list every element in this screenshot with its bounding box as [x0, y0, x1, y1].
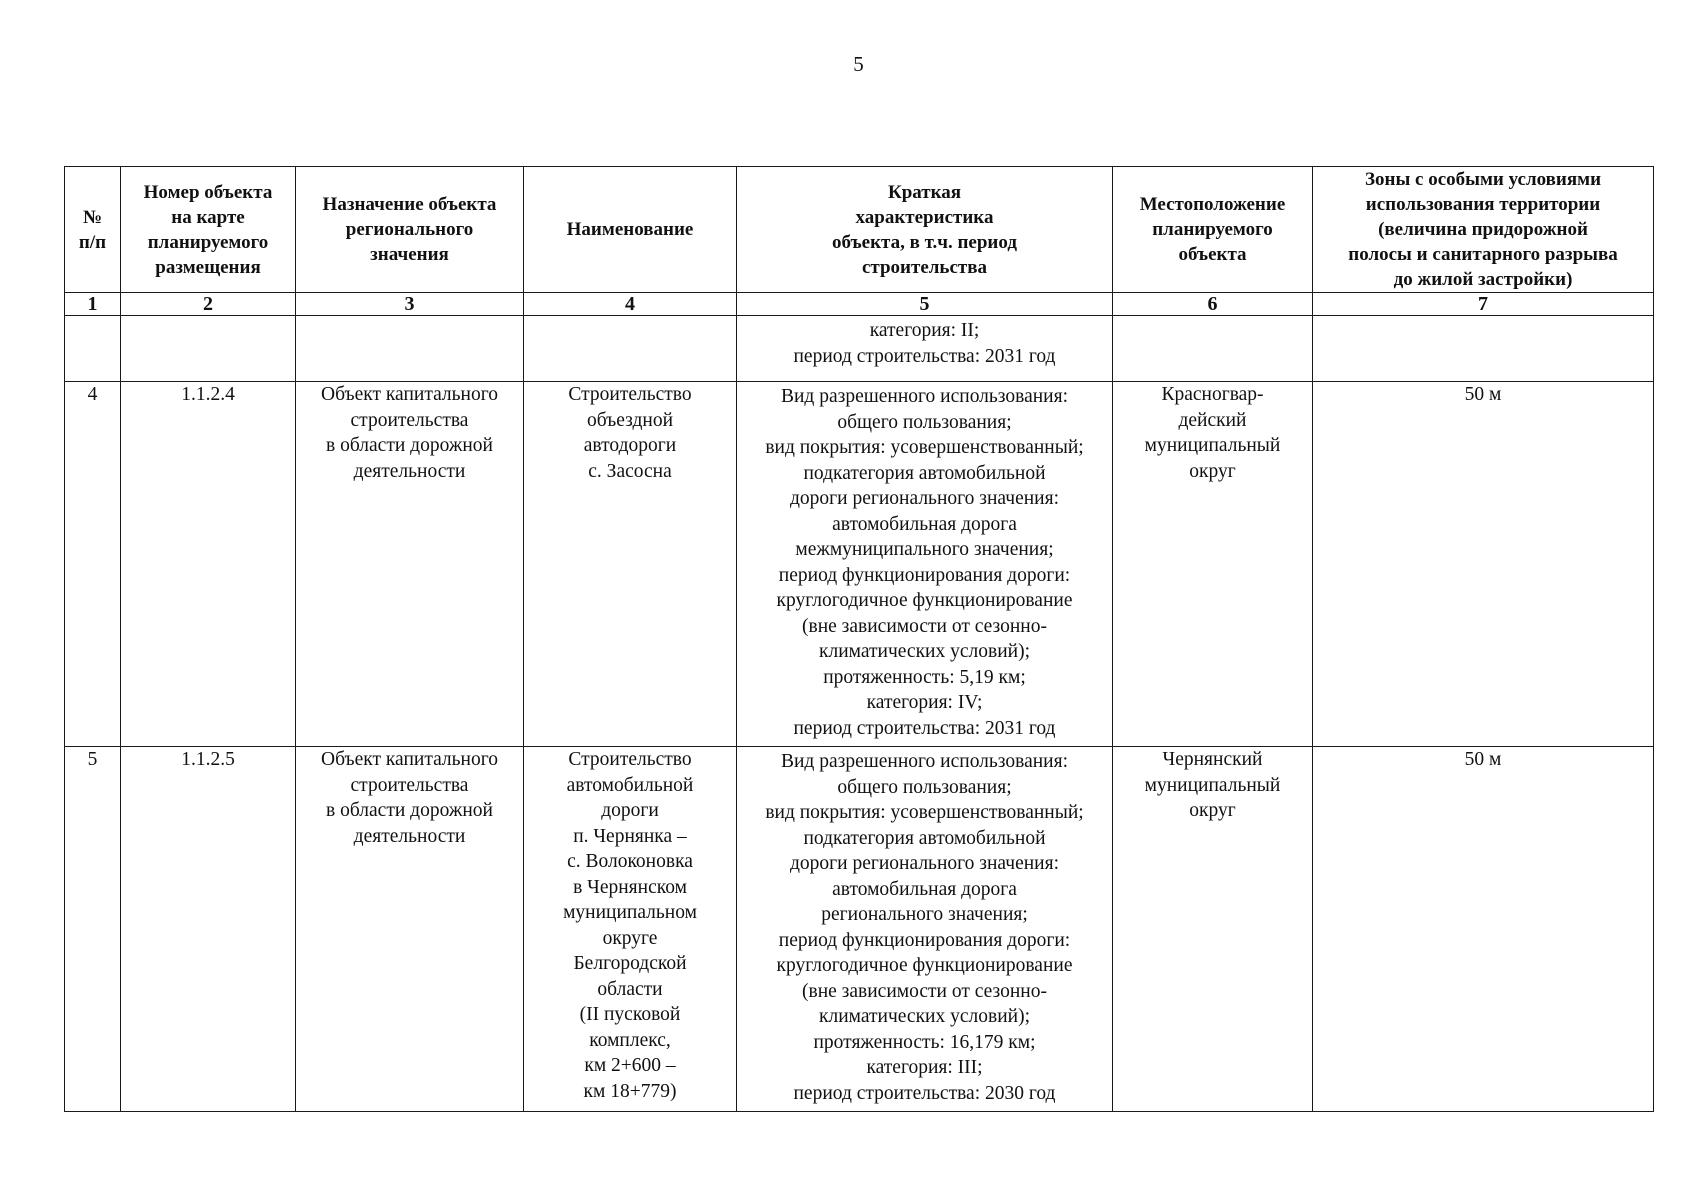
column-number: 6	[1113, 293, 1313, 316]
cell-num: 5	[65, 747, 121, 1112]
table-row	[65, 382, 1654, 747]
header-map-number: Номер объекта на карте планируемого размещения	[121, 167, 296, 293]
cell-name	[524, 316, 737, 382]
cell-purpose	[296, 316, 524, 382]
cell-name: Строительство автомобильной дороги п. Чернянка – с. Волоконовка в Чернянском муниципальном округе Белгородской области (II пусковой комплекс, км 2+600 – км 18+779)	[524, 747, 737, 1112]
cell-num	[65, 316, 121, 382]
table-header-row	[65, 167, 1654, 293]
column-number: 1	[65, 293, 121, 316]
cell-purpose: Объект капитального строительства в области дорожной деятельности	[296, 382, 524, 747]
table-row	[65, 316, 1654, 382]
column-number: 4	[524, 293, 737, 316]
cell-map-number: 1.1.2.5	[121, 747, 296, 1112]
cell-description: Вид разрешенного использования: общего пользования; вид покрытия: усовершенствованный; подкатегория автомобильной дороги регионального значения: автомобильная дорога межмуниципального значения; период функционирования дороги: круглогодичное функционирование (вне зависимости от сезонно- климатических условий); протяженность: 5,19 км; категория: IV; период строительства: 2031 год	[737, 382, 1113, 747]
cell-location	[1113, 316, 1313, 382]
cell-zones: 50 м	[1313, 747, 1654, 1112]
header-purpose: Назначение объекта регионального значения	[296, 167, 524, 293]
cell-purpose: Объект капитального строительства в области дорожной деятельности	[296, 747, 524, 1112]
cell-map-number: 1.1.2.4	[121, 382, 296, 747]
column-number: 5	[737, 293, 1113, 316]
header-zones: Зоны с особыми условиями использования территории (величина придорожной полосы и санитарного разрыва до жилой застройки)	[1313, 167, 1654, 293]
objects-table	[64, 166, 1654, 1112]
column-number-row	[65, 293, 1654, 316]
cell-location: Чернянский муниципальный округ	[1113, 747, 1313, 1112]
header-location: Местоположение планируемого объекта	[1113, 167, 1313, 293]
cell-description: категория: II; период строительства: 2031 год	[737, 316, 1113, 382]
cell-map-number	[121, 316, 296, 382]
cell-location: Красногвар- дейский муниципальный округ	[1113, 382, 1313, 747]
column-number: 3	[296, 293, 524, 316]
page-number: 5	[853, 52, 864, 76]
cell-zones: 50 м	[1313, 382, 1654, 747]
header-description: Краткая характеристика объекта, в т.ч. период строительства	[737, 167, 1113, 293]
header-name: Наименование	[524, 167, 737, 293]
column-number: 2	[121, 293, 296, 316]
cell-num: 4	[65, 382, 121, 747]
cell-zones	[1313, 316, 1654, 382]
header-num: № п/п	[65, 167, 121, 293]
cell-description: Вид разрешенного использования: общего пользования; вид покрытия: усовершенствованный; подкатегория автомобильной дороги регионального значения: автомобильная дорога регионального значения; период функционирования дороги: круглогодичное функционирование (вне зависимости от сезонно- климатических условий); протяженность: 16,179 км; категория: III; период строительства: 2030 год	[737, 747, 1113, 1112]
column-number: 7	[1313, 293, 1654, 316]
table-row	[65, 747, 1654, 1112]
cell-name: Строительство объездной автодороги с. Засосна	[524, 382, 737, 747]
